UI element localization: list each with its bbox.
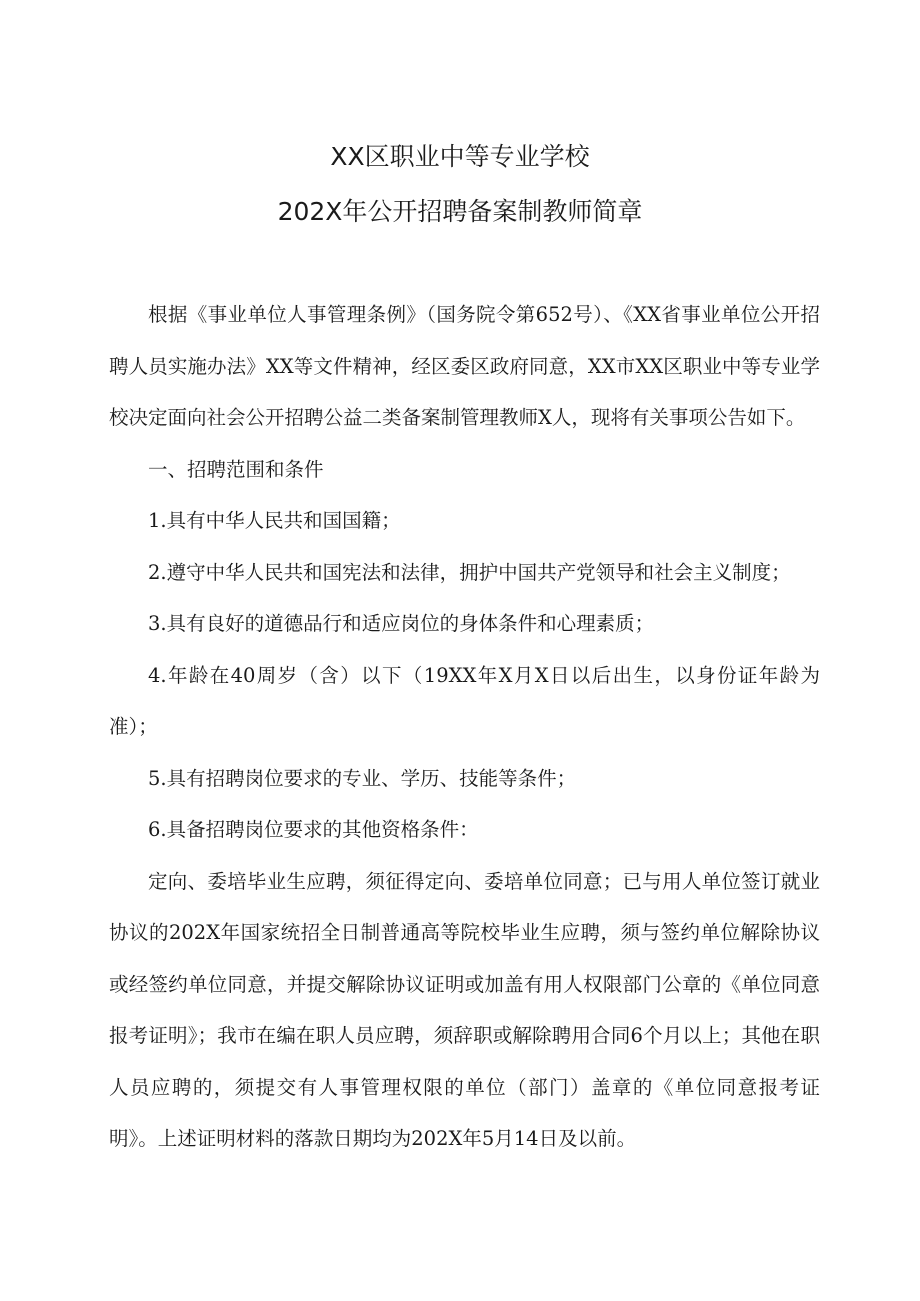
condition-item-1: 1.具有中华人民共和国国籍； (148, 509, 401, 532)
document-title-line-1: XX区职业中等专业学校 (330, 142, 590, 171)
condition-item-4: 4.年龄在40周岁（含）以下（19XX年X月X日以后出生，以身份证年龄为准）； (109, 663, 820, 738)
condition-item-2: 2.遵守中华人民共和国宪法和法律，拥护中国共产党领导和社会主义制度； (148, 560, 791, 584)
condition-item-6: 6.具备招聘岗位要求的其他资格条件： (148, 818, 479, 841)
condition-detail-paragraph: 定向、委培毕业生应聘，须征得定向、委培单位同意；已与用人单位签订就业协议的202X年国家统招全日制普通高等院校毕业生应聘，须与签约单位解除协议或经签约单位同意，并提交解除协议证明或加盖有用人权限部门公章的《单位同意报考证明》；我市在编在职人员应聘，须辞职或解除聘用合同6个月以上；其他在职人员应聘的，须提交有人事管理权限的单位（部门）盖章的《单位同意报考证明》。上述证明材料的落款日期均为202X年5月14日及以前。 (109, 869, 820, 1150)
intro-paragraph: 根据《事业单位人事管理条例》（国务院令第652号）、《XX省事业单位公开招聘人员实施办法》XX等文件精神，经区委区政府同意，XX市XX区职业中等专业学校决定面向社会公开招聘公益二类备案制管理教师X人，现将有关事项公告如下。 (109, 303, 820, 429)
section-heading: 一、招聘范围和条件 (148, 457, 324, 481)
document-body (109, 289, 820, 1165)
document-title-line-2: 202X年公开招聘备案制教师简章 (277, 197, 643, 226)
condition-item-5: 5.具有招聘岗位要求的专业、学历、技能等条件； (148, 766, 577, 790)
condition-item-3: 3.具有良好的道德品行和适应岗位的身体条件和心理素质； (148, 612, 655, 635)
